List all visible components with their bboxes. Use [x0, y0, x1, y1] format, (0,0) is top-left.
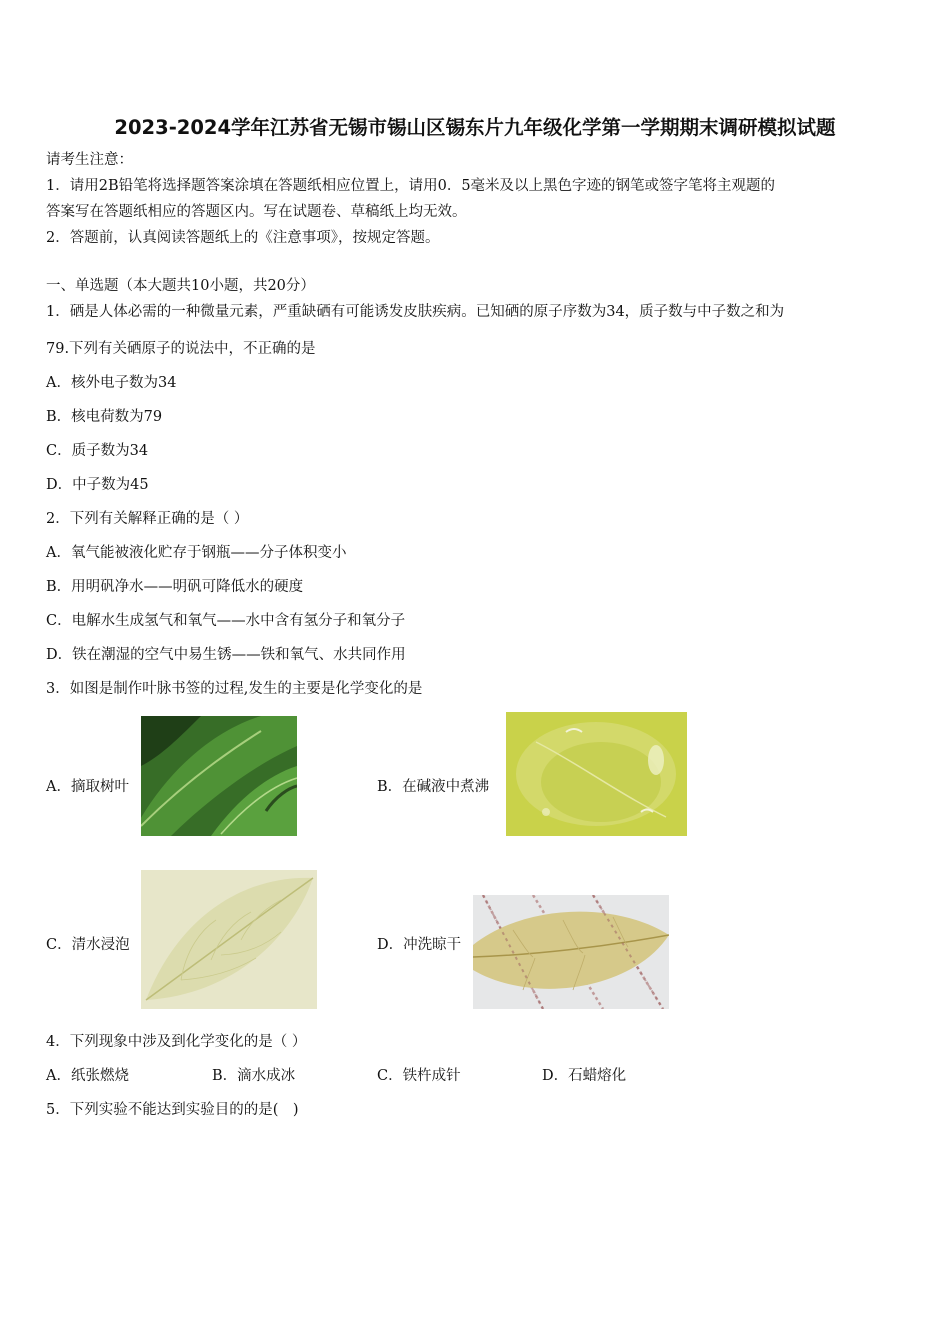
question-5-stem: 5．下列实验不能达到实验目的的是( )	[46, 1102, 299, 1118]
boiling-leaf-photo	[506, 712, 687, 836]
question-2-option-a: A．氧气能被液化贮存于钢瓶——分子体积变小	[46, 545, 347, 561]
question-4-option-d: D．石蜡熔化	[542, 1068, 627, 1084]
page-title: 2023-2024学年江苏省无锡市锡山区锡东片九年级化学第一学期期末调研模拟试题	[114, 116, 836, 139]
question-3-option-d: D．冲洗晾干	[377, 937, 462, 953]
question-3-option-c: C．清水浸泡	[46, 937, 130, 953]
question-2-stem: 2．下列有关解释正确的是（ ）	[46, 511, 249, 527]
section-heading: 一、单选题（本大题共10小题，共20分）	[46, 278, 315, 294]
question-3-stem: 3．如图是制作叶脉书签的过程,发生的主要是化学变化的是	[46, 681, 423, 697]
question-2-option-c: C．电解水生成氢气和氧气——水中含有氢分子和氧分子	[46, 613, 406, 629]
question-1-option-a: A．核外电子数为34	[46, 375, 177, 391]
notice-item-1-line-1: 1．请用2B铅笔将选择题答案涂填在答题纸相应位置上，请用0．5毫米及以上黑色字迹的钢笔或签字笔将主观题的	[46, 178, 776, 194]
question-4-option-c: C．铁杵成针	[377, 1068, 461, 1084]
soaking-leaf-photo	[141, 870, 317, 1009]
question-4-stem: 4．下列现象中涉及到化学变化的是（ ）	[46, 1034, 307, 1050]
notice-item-1-line-2: 答案写在答题纸相应的答题区内。写在试题卷、草稿纸上均无效。	[46, 204, 467, 220]
drying-leaf-photo	[473, 895, 669, 1009]
question-1-stem-line-1: 1．硒是人体必需的一种微量元素，严重缺硒有可能诱发皮肤疾病。已知硒的原子序数为34，质子数与中子数之和为	[46, 304, 785, 320]
fresh-leaves-photo	[141, 716, 297, 836]
question-3-option-a: A．摘取树叶	[46, 779, 129, 795]
question-4-option-a: A．纸张燃烧	[46, 1068, 129, 1084]
question-1-option-b: B．核电荷数为79	[46, 409, 163, 425]
notice-item-2: 2．答题前，认真阅读答题纸上的《注意事项》，按规定答题。	[46, 230, 440, 246]
question-4-option-b: B．滴水成冰	[212, 1068, 296, 1084]
question-2-option-b: B．用明矾净水——明矾可降低水的硬度	[46, 579, 304, 595]
question-1-stem-line-2: 79.下列有关硒原子的说法中，不正确的是	[46, 341, 316, 357]
question-1-option-d: D．中子数为45	[46, 477, 149, 493]
question-3-option-b: B．在碱液中煮沸	[377, 779, 490, 795]
question-1-option-c: C．质子数为34	[46, 443, 149, 459]
notice-heading: 请考生注意：	[46, 152, 133, 168]
question-2-option-d: D．铁在潮湿的空气中易生锈——铁和氧气、水共同作用	[46, 647, 406, 663]
